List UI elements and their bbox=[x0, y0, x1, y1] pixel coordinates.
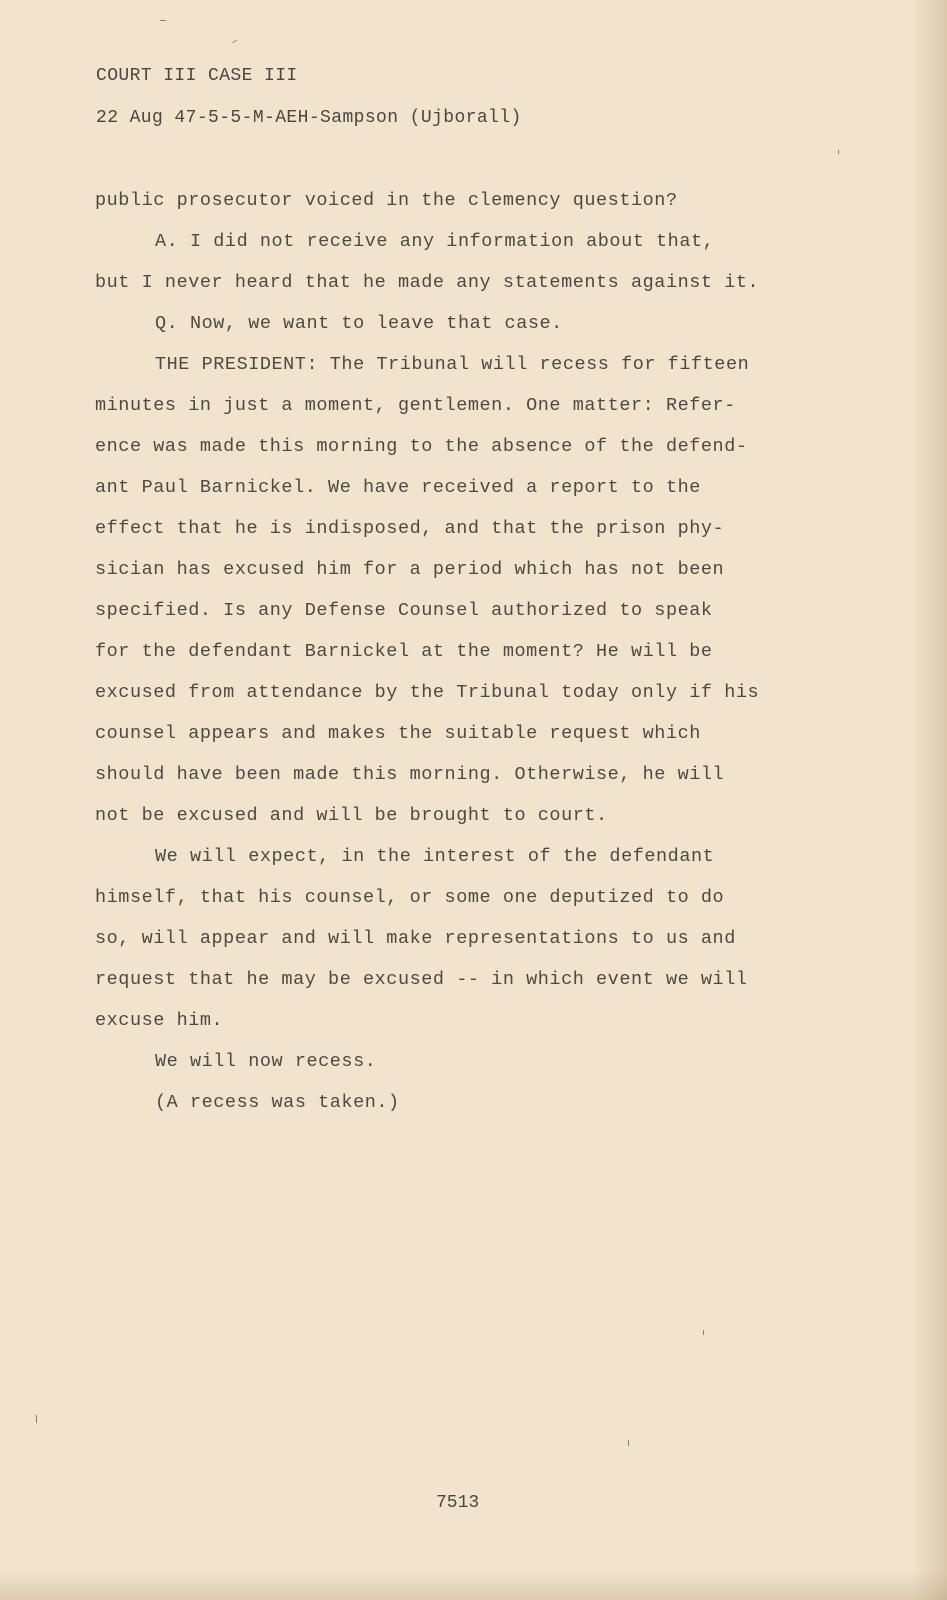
transcript-line: but I never heard that he made any statements against it. bbox=[95, 272, 760, 293]
court-case-header: COURT III CASE III bbox=[96, 66, 298, 86]
transcript-line: public prosecutor voiced in the clemency question? bbox=[95, 190, 678, 211]
transcript-line: THE PRESIDENT: The Tribunal will recess for fifteen bbox=[155, 354, 750, 375]
transcript-line: counsel appears and makes the suitable request which bbox=[95, 723, 701, 744]
paper-speck bbox=[232, 40, 237, 43]
transcript-line: ence was made this morning to the absence of the defend- bbox=[95, 436, 748, 457]
transcript-line: ant Paul Barnickel. We have received a report to the bbox=[95, 477, 701, 498]
transcript-line: We will expect, in the interest of the defendant bbox=[155, 846, 715, 867]
transcript-line: We will now recess. bbox=[155, 1051, 377, 1072]
transcript-line: excuse him. bbox=[95, 1010, 224, 1031]
transcript-line: (A recess was taken.) bbox=[155, 1092, 400, 1113]
transcript-line: A. I did not receive any information about that, bbox=[155, 231, 715, 252]
transcript-line: excused from attendance by the Tribunal today only if his bbox=[95, 682, 760, 703]
transcript-line: for the defendant Barnickel at the moment? He will be bbox=[95, 641, 713, 662]
transcript-line: request that he may be excused -- in which event we will bbox=[95, 969, 748, 990]
transcript-line: himself, that his counsel, or some one deputized to do bbox=[95, 887, 725, 908]
page-bottom-shadow bbox=[0, 1570, 947, 1600]
transcript-line: should have been made this morning. Otherwise, he will bbox=[95, 764, 725, 785]
session-header: 22 Aug 47-5-5-M-AEH-Sampson (Ujborall) bbox=[96, 108, 522, 128]
page-number: 7513 bbox=[436, 1493, 480, 1513]
transcript-line: specified. Is any Defense Counsel authorized to speak bbox=[95, 600, 713, 621]
transcript-line: minutes in just a moment, gentlemen. One matter: Refer- bbox=[95, 395, 736, 416]
transcript-line: sician has excused him for a period which has not been bbox=[95, 559, 725, 580]
paper-speck bbox=[36, 1415, 37, 1423]
page-edge-shadow bbox=[913, 0, 947, 1600]
paper-speck bbox=[628, 1440, 629, 1446]
transcript-line: Q. Now, we want to leave that case. bbox=[155, 313, 563, 334]
paper-speck bbox=[703, 1330, 704, 1335]
paper-speck bbox=[160, 20, 166, 21]
transcript-line: effect that he is indisposed, and that the prison phy- bbox=[95, 518, 725, 539]
transcript-line: so, will appear and will make representations to us and bbox=[95, 928, 736, 949]
transcript-line: not be excused and will be brought to court. bbox=[95, 805, 608, 826]
paper-speck bbox=[838, 150, 839, 154]
